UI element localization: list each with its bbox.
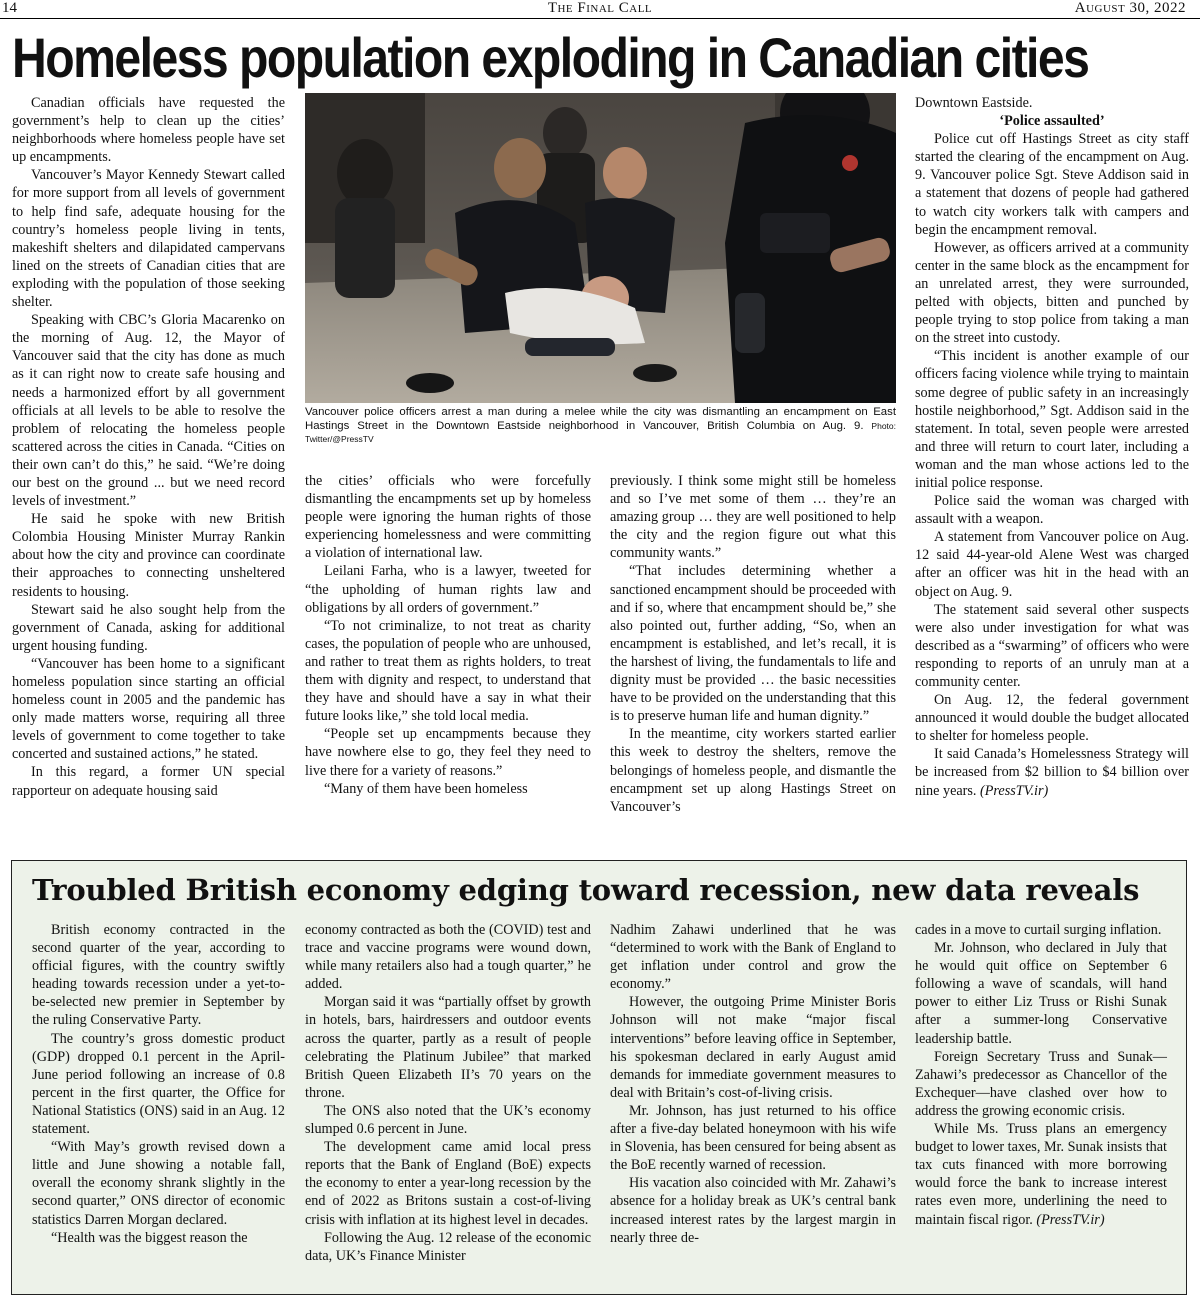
source-tag: (PressTV.ir) bbox=[980, 782, 1049, 799]
paragraph: Police said the woman was charged with assault with a weapon. bbox=[915, 493, 1189, 528]
article-headline: Homeless population exploding in Canadian cities bbox=[12, 26, 1089, 89]
page-number: 14 bbox=[2, 0, 17, 16]
paragraph: On Aug. 12, the federal government announced it would double the budget allocated to shelter for homeless people. bbox=[915, 692, 1189, 745]
paragraph: Stewart said he also sought help from the government of Canada, asking for additional urgent housing funding. bbox=[12, 601, 285, 654]
paragraph-text: While Ms. Truss plans an emergency budget to lower taxes, Mr. Sunak insists that tax cuts financed with more borrowing would force the bank to increase interest rates even more, underlining the need to maintain fiscal rigor. bbox=[915, 1121, 1167, 1228]
paragraph: The statement said several other suspects were also under investigation for what was described as a “swarming” of officers who were responding to reports of an unruly man at a community center. bbox=[915, 601, 1189, 690]
paragraph: Canadian officials have requested the government’s help to clean up the cities’ neighborhoods where homeless people have set up encampments. bbox=[12, 95, 285, 166]
photo-caption bbox=[305, 406, 896, 447]
paragraph: The development came amid local press reports that the Bank of England (BoE) expects the economy to enter a year-long recession by the end of 2022 as Britons sustain a cost-of-living crisis with inflation at its highest level in decades. bbox=[305, 1139, 591, 1228]
paragraph: “Health was the biggest reason the bbox=[51, 1229, 248, 1246]
police-arrest-photo-illustration bbox=[305, 93, 896, 403]
paragraph: Morgan said it was “partially offset by growth in hotels, bars, hairdressers and outdoor events across the quarter, partly as a result of people celebrating the Platinum Jubilee” that marked British Queen Elizabeth II’s 70 years on the throne. bbox=[305, 994, 591, 1101]
paragraph: However, the outgoing Prime Minister Boris Johnson will not make “major fiscal interventions” before leaving office in September, his spokesman declared in early August amid demands for immediate government measures to deal with Britain’s cost-of-living crisis. bbox=[610, 994, 896, 1101]
paragraph bbox=[915, 745, 1189, 799]
paragraph: “With May’s growth revised down a little and June showing a notable fall, overall the economy shrank slightly in the second quarter,” ONS director of economic statistics Darren Morgan declared. bbox=[32, 1139, 285, 1228]
article2-column-3 bbox=[610, 921, 896, 1247]
source-tag: (PressTV.ir) bbox=[1036, 1211, 1105, 1228]
paragraph: Foreign Secretary Truss and Sunak—Zahawi’s predecessor as Chancellor of the Exchequer—have clashed over how to address the growing economic crisis. bbox=[915, 1048, 1167, 1119]
page-header bbox=[0, 0, 1200, 19]
article2-column-4 bbox=[915, 921, 1167, 1229]
paragraph: Leilani Farha, who is a lawyer, tweeted for “the upholding of human rights law and obligations by all orders of government.” bbox=[305, 563, 591, 616]
paragraph: The ONS also noted that the UK’s economy slumped 0.6 percent in June. bbox=[305, 1102, 591, 1138]
paragraph: Downtown Eastside. bbox=[915, 95, 1033, 111]
paragraph: “Vancouver has been home to a significant homeless population since starting an official homeless count in 2005 and the pandemic has only made matters worse, requiring all three levels of government to come together to take concerted and sustained actions,” he stated. bbox=[12, 655, 285, 763]
paragraph: His vacation also coincided with Mr. Zahawi’s absence for a holiday break as UK’s central bank increased interest rates by the largest margin in nearly three de- bbox=[610, 1175, 896, 1246]
article1-column-4 bbox=[915, 94, 1189, 800]
paragraph: “Many of them have been homeless bbox=[324, 780, 528, 797]
paragraph: Police cut off Hastings Street as city staff started the clearing of the encampment on Aug. 9. Vancouver police Sgt. Steve Addison said in a statement that dozens of people had gathered to watch city workers talk with campers and begin the encampment removal. bbox=[915, 131, 1189, 238]
paragraph: Mr. Johnson, has just returned to his office after a five-day belated honeymoon with his wife in Slovenia, has been censured for being absent as the BoE recently warned of recession. bbox=[610, 1102, 896, 1174]
paragraph: “To not criminalize, to not treat as charity cases, the population of people who are unhoused, and rather to treat them as rights holders, to treat them with dignity and respect, to understand that they have and should have a say in what their future looks like,” she told local media. bbox=[305, 617, 591, 725]
paragraph: “That includes determining whether a sanctioned encampment should be proceeded with and if so, where that encampment should be,” she also pointed out, further adding, “So, when an encampment is established, and let’s recall, it is the harshest of living, the fundamentals to life and dignity must be provided … the basic necessities have to be provided on the understanding that this is to preserve human life and human dignity.” bbox=[610, 563, 896, 725]
paragraph: cades in a move to curtail surging inflation. bbox=[915, 922, 1162, 938]
article1-column-3 bbox=[610, 472, 896, 816]
newspaper-name: The Final Call bbox=[547, 0, 653, 16]
paragraph: economy contracted as both the (COVID) test and trace and vaccine programs were wound down, while many retailers also had a tough quarter,” he added. bbox=[305, 922, 591, 993]
paragraph: British economy contracted in the second quarter of the year, according to official figures, with the country swiftly heading towards recession under a yet-to-be-selected new premier in September by the ruling Conservative Party. bbox=[32, 922, 285, 1029]
paragraph: “People set up encampments because they have nowhere else to go, they feel they need to live there for a variety of reasons.” bbox=[305, 726, 591, 779]
issue-date: August 30, 2022 bbox=[1074, 0, 1186, 16]
caption-text: Vancouver police officers arrest a man during a melee while the city was dismantling an encampment on East Hastings Street in the Downtown Eastside neighborhood in Vancouver, British Columbia on Aug. 9. bbox=[305, 406, 896, 432]
paragraph: previously. I think some might still be homeless and so I’ve met some of them … they’re an amazing group … they are well positioned to help the city and the region figure out what this community wants.” bbox=[610, 473, 896, 562]
paragraph bbox=[915, 1120, 1167, 1229]
article2-column-2 bbox=[305, 921, 591, 1265]
news-photo bbox=[305, 93, 896, 403]
paragraph: The country’s gross domestic product (GDP) dropped 0.1 percent in the April-June period following an increase of 0.8 percent in the first quarter, the Office for National Statistics (ONS) said in an Aug. 12 statement. bbox=[32, 1030, 285, 1138]
paragraph: He said he spoke with new British Colombia Housing Minister Murray Rankin about how the city and province can coordinate their approaches to connecting unsheltered residents to housing. bbox=[12, 511, 285, 600]
paragraph: the cities’ officials who were forcefully dismantling the encampments set up by homeless people were ignoring the human rights of those experiencing homelessness and were committing a violation of international law. bbox=[305, 473, 591, 562]
paragraph: In the meantime, city workers started earlier this week to destroy the shelters, remove the belongings of homeless people, and dismantle the encampment set up along Hastings Street on Vancouver’s bbox=[610, 726, 896, 815]
paragraph: Speaking with CBC’s Gloria Macarenko on the morning of Aug. 12, the Mayor of Vancouver said that the city has done as much as it can right now to create safe housing and needs a harmonized effort by all government officials at all levels to be able to resolve the problem of relocating the homeless people scattered across the cities in Canada. “Cities on their own can’t do this,” he said. “We’re doing our best on the ground ... but we need record levels of investment.” bbox=[12, 312, 285, 510]
paragraph: Mr. Johnson, who declared in July that he would quit office on September 6 following a wave of scandals, will hand power to either Liz Truss or Rishi Sunak after a summer-long Conservative leadership battle. bbox=[915, 940, 1167, 1047]
article-headline: Troubled British economy edging toward recession, new data reveals bbox=[32, 873, 1140, 907]
paragraph: However, as officers arrived at a community center in the same block as the encampment for an unrelated arrest, they were surrounded, pelted with objects, bitten and punched by people trying to stop police from taking a man on the street into custody. bbox=[915, 239, 1189, 347]
section-subhead: ‘Police assaulted’ bbox=[999, 113, 1105, 130]
paragraph: Vancouver’s Mayor Kennedy Stewart called for more support from all levels of government to help find safe, adequate housing for the country’s homeless people living in tents, makeshift shelters and dilapidated campervans lined on the streets of Canadian cities that are exploding with the population of those seeking shelter. bbox=[12, 167, 285, 311]
article2-column-1 bbox=[32, 921, 285, 1247]
photo-credit: Photo: Twitter/@PressTV bbox=[305, 420, 896, 445]
article1-column-2 bbox=[305, 472, 591, 798]
paragraph: Following the Aug. 12 release of the economic data, UK’s Finance Minister bbox=[305, 1229, 591, 1264]
paragraph-text: It said Canada’s Homelessness Strategy will be increased from $2 billion to $4 billion over nine years. bbox=[915, 746, 1189, 799]
paragraph: “This incident is another example of our officers facing violence while trying to maintain some degree of public safety in an increasingly hostile neighborhood,” Sgt. Addison said in the statement. In total, seven people were arrested and three will return to court later, including a woman and the man whose actions led to the initial police response. bbox=[915, 348, 1189, 491]
article1-column-1 bbox=[12, 94, 285, 800]
paragraph: In this regard, a former UN special rapporteur on adequate housing said bbox=[12, 764, 285, 799]
paragraph: Nadhim Zahawi underlined that he was “determined to work with the Bank of England to get inflation under control and grow the economy.” bbox=[610, 922, 896, 993]
paragraph: A statement from Vancouver police on Aug. 12 said 44-year-old Alene West was charged after an officer was hit in the head with an object on Aug. 9. bbox=[915, 529, 1189, 600]
